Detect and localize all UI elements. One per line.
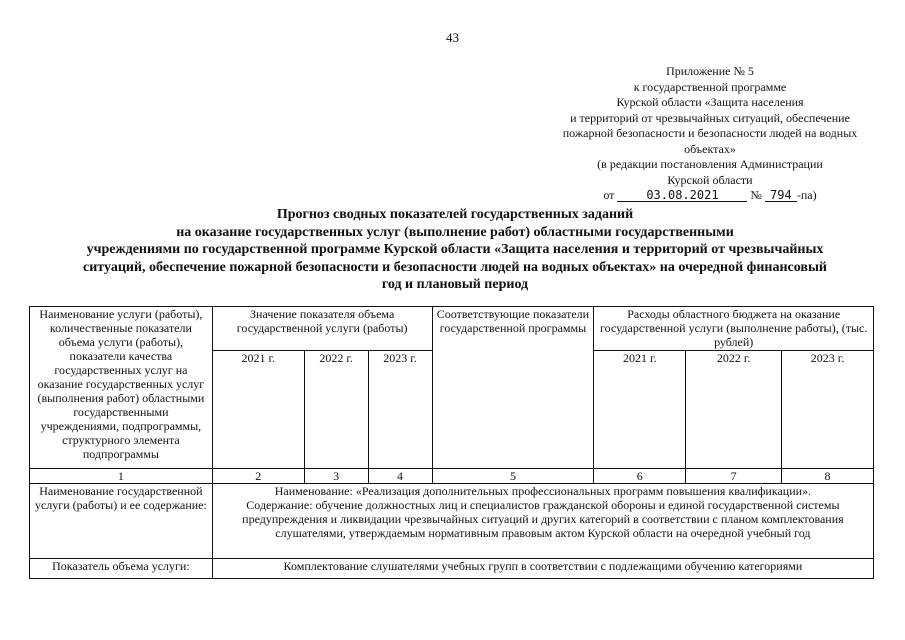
header-year: 2021 г. — [594, 351, 686, 469]
column-number: 3 — [304, 469, 368, 484]
column-number: 2 — [212, 469, 304, 484]
header-budget-expenses: Расходы областного бюджета на оказание государственной услуги (выполнение работы), (тыс. рублей) — [594, 307, 874, 351]
column-number: 4 — [368, 469, 432, 484]
annex-line: к государственной программе — [633, 79, 787, 94]
column-number-row — [30, 469, 874, 484]
title-line: Прогноз сводных показателей государственных заданий — [276, 207, 634, 222]
annex-line: Курской области «Защита населения — [616, 95, 804, 109]
annex-date-line — [540, 188, 880, 204]
page-number: 43 — [446, 30, 459, 45]
header-volume-values: Значение показателя объема государственной услуги (работы) — [212, 307, 432, 351]
title-line: ситуаций, обеспечение пожарной безопасности и безопасности людей на водных объектах» на очередной финансовый — [83, 259, 827, 275]
annex-number: 794 — [765, 189, 797, 202]
row-content — [212, 559, 873, 579]
annex-line: (в редакции постановления Администрации — [597, 157, 823, 171]
title-line: учреждениями по государственной программе Курской области «Защита населения и территорий от чрезвычайных — [86, 242, 824, 257]
annex-suffix: -па) — [796, 188, 817, 202]
header-program-indicators: Соответствующие показатели государственной программы — [432, 307, 594, 469]
service-name-text: Наименование: «Реализация дополнительных профессиональных программ повышения квалификации». — [274, 484, 812, 498]
volume-indicator-text: Комплектование слушателями учебных групп в соответствии с подлежащими обучению категориями — [283, 559, 803, 573]
forecast-table — [29, 306, 874, 579]
column-number: 8 — [782, 469, 874, 484]
annex-block — [540, 64, 880, 204]
header-year: 2021 г. — [212, 351, 304, 469]
column-number: 7 — [686, 469, 782, 484]
annex-line: Курской области — [667, 172, 753, 187]
table-row — [30, 484, 874, 559]
header-year: 2023 г. — [782, 351, 874, 469]
service-content-text: Содержание: обучение должностных лиц и специалистов гражданской обороны и единой государственной системы предупреждения и ликвидации чрезвычайных ситуаций и других категорий в соответствии с планом комплектования слушателями, утверждаемым нормативным правовым актом Курской области на очередной учебный год — [242, 498, 844, 540]
column-number: 1 — [30, 469, 213, 484]
annex-from-label: от — [603, 188, 615, 202]
annex-number-label: № — [750, 188, 762, 202]
title-line: на оказание государственных услуг (выполнение работ) областными государственными — [176, 224, 734, 240]
header-year: 2023 г. — [368, 351, 432, 469]
row-label: Наименование государственной услуги (работы) и ее содержание: — [30, 484, 213, 559]
header-service-name: Наименование услуги (работы), количественные показатели объема услуги (работы), показатели качества государственных услуг на оказание государственных услуг (выполнения работ) областными государственными учреждениями, подпрограммы, структурного элемента подпрограммы — [30, 307, 213, 469]
annex-line: пожарной безопасности и безопасности людей на водных — [562, 126, 858, 140]
column-number: 6 — [594, 469, 686, 484]
annex-line: объектах» — [684, 141, 736, 156]
annex-date: 03.08.2021 — [617, 189, 747, 202]
annex-line: Приложение № 5 — [666, 64, 754, 78]
column-number: 5 — [432, 469, 594, 484]
document-title — [40, 206, 870, 294]
title-line: год и плановый период — [381, 277, 529, 292]
row-label: Показатель объема услуги: — [30, 559, 213, 579]
annex-line: и территорий от чрезвычайных ситуаций, обеспечение — [570, 110, 850, 125]
header-year: 2022 г. — [304, 351, 368, 469]
header-year: 2022 г. — [686, 351, 782, 469]
row-content — [212, 484, 873, 559]
table-row — [30, 559, 874, 579]
